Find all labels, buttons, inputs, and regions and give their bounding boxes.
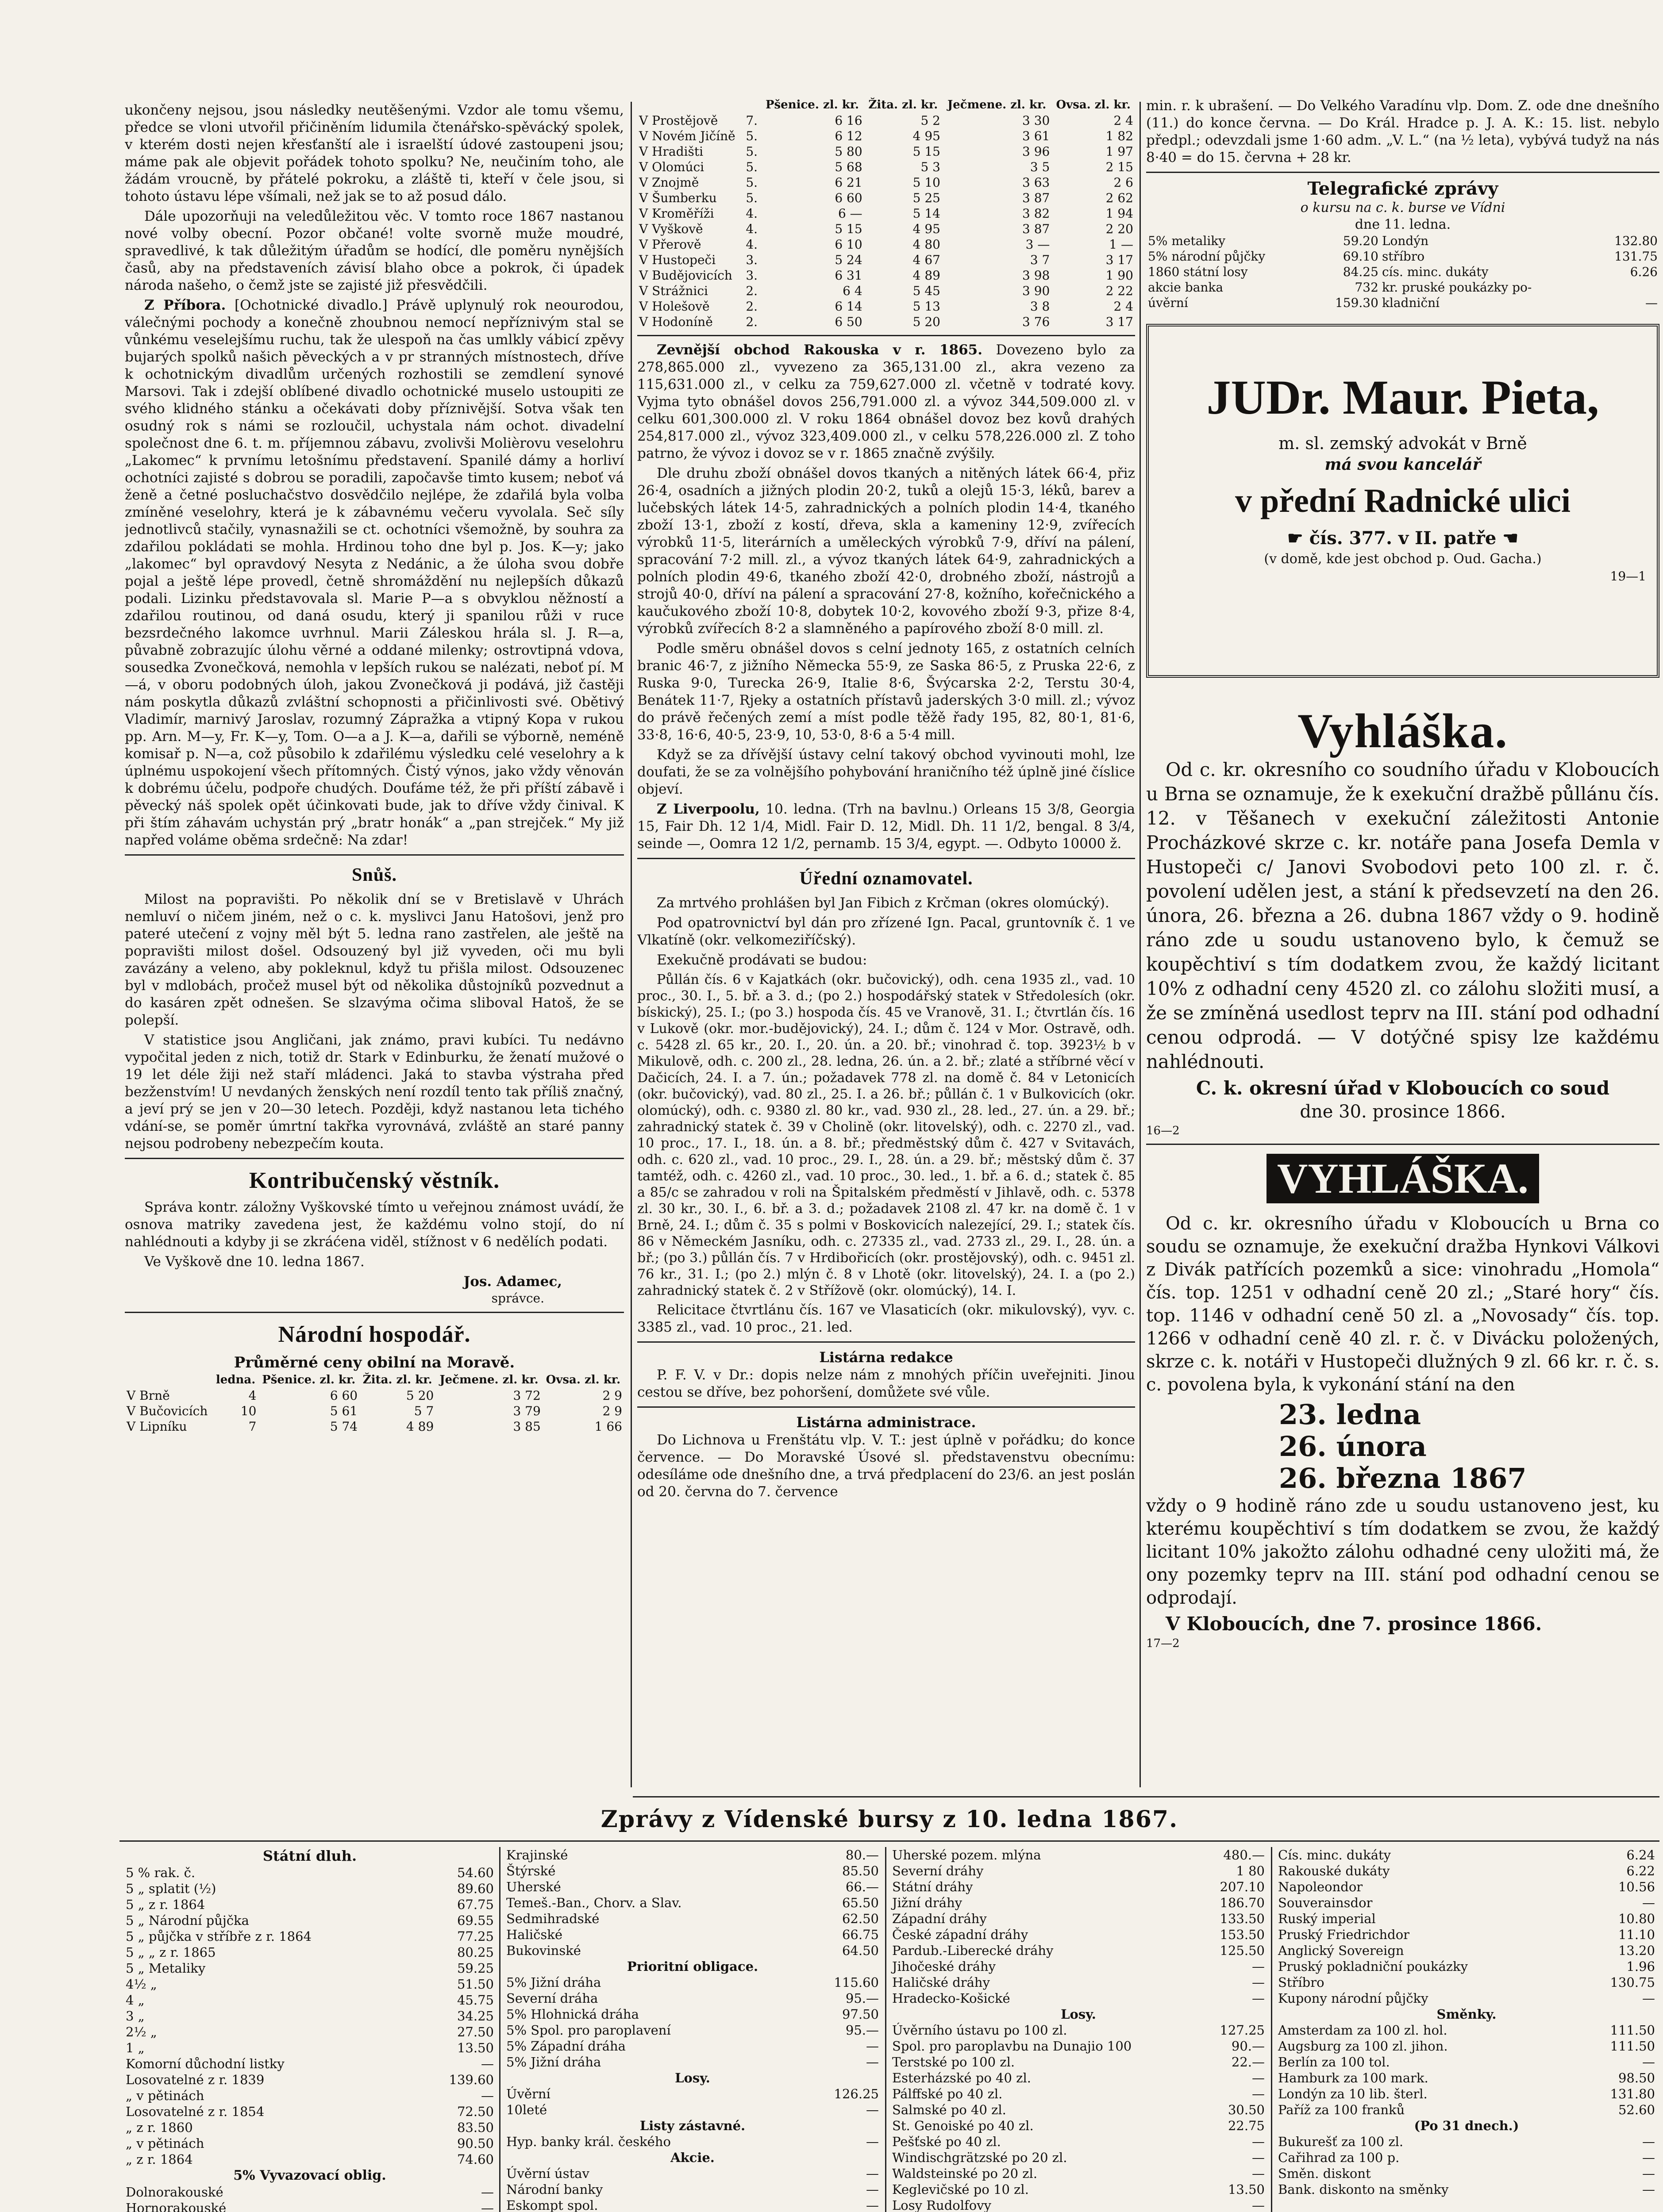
table-row: České západní dráhy 153.50 — [892, 1927, 1265, 1942]
table-row: 5% Hlohnická dráha 97.50 — [506, 2007, 879, 2022]
ad-name: JUDr. Maur. Pieta, — [1206, 370, 1599, 424]
table-row: 4½ „ 51.50 — [126, 1977, 494, 1992]
table-row: Prioritní obligace. — [627, 1959, 758, 1974]
article-paragraph: Půllán čís. 6 v Kajatkách (okr. bučovický), odh. cena 1935 zl., vad. 10 proc., 30. I., 5. bř. a 3. d.; (po 2.) hospodářský statek v Středolesích (okr. bískický), 25. I.; (po 3.) hospoda čís. 45 ve Vranově, 31. I.; čtvrtlán čís. 16 v Lukově (okr. mor.-budějovický), 24. I.; dům č. 124 v Mor. Ostravě, odh. c. 5428 zl. 65 kr., 20. I., 20. ún. a 20. bř.; vinohrad č. top. 3923½ b v Mikulově, odh. c. 200 zl., 28. ledna, 26. ún. a 2. bř.; zlaté a stříbrné věcí v Dačicích, 24. I. a 7. ún.; požadavek 778 zl. na domě č. 84 v Letonicích (okr. bučovický), vad. 80 zl., 25. I. a 26. bř.; půllán č. 1 v Bulkovicích (okr. olomúcký), odh. c. 9380 zl. 80 kr., vad. 930 zl., 28. led., 27. ún. a 29. bř.; zahradnický statek č. 39 v Cholině (okr. litovelský), odh. c. 2270 zl., vad. 10 proc., 17. I., 18. ún. a 8. bř.; předměstský dům č. 427 v Svitavách, odh. c. 620 zl., vad. 10 proc., 29. I., 28. ún. a 29. bř.; městský dům č. 37 tamtéž, odh. c. 4260 zl., vad. 10 proc., 30. led., 1. bř. a 6. d.; statek č. 85 a 85/c se zahradou v roli na Špitalském předměstí v Jihlavě, odh. c. 5378 zl. 30 kr., 30. I., 6. bř. a 3. d.; požadavek 2108 zl. 47 kr. na domě č. 1 v Brně, 24. I.; dům č. 35 s polmi v Boskovicích nalezející, 29. I.; statek čís. 86 v Německém Jasníku, odh. c. 27335 zl., vad. 2733 zl., 29. I., 28. ún. a bř.; (po 3.) půllán čís. 7 v Hrdibořicích (okr. prostějovský), odh. c. 9451 zl. 76 kr., 31. I.; (po 2.) mlýn č. 8 v Lhotě (okr. litovelský), 24. I. a (po 2.) zahradnický statek č. 2 v Střížově (okr. olomúcký), 14. I. — [637, 972, 1135, 1298]
table-row: Paříž za 100 franků 52.60 — [1278, 2102, 1655, 2117]
section-title: Telegrafické zprávy — [1307, 178, 1498, 199]
pointing-hand-icon: ☚ — [1496, 528, 1519, 549]
table-row: 5% Jižní dráha 115.60 — [506, 1975, 879, 1990]
section-rule — [1146, 172, 1659, 173]
table-row: V Hodoníně 2. 6 50 5 20 3 76 3 17 — [639, 315, 1133, 329]
table-row: Severní dráha 95.— — [506, 1991, 879, 2006]
table-row: 5% Západní dráha — — [506, 2039, 879, 2054]
table-row: 5 „ z r. 1864 67.75 — [126, 1897, 494, 1912]
notice-signature: C. k. okresní úřad v Kloboucích co soud — [1196, 1077, 1610, 1099]
bursa-col-2 — [504, 1847, 881, 2212]
article-title: Zevnější obchod Rakouska v r. 1865. — [657, 342, 983, 358]
table-row: V Holešově 2. 6 14 5 13 3 8 2 4 — [639, 299, 1133, 314]
table-row: Keglevičské po 10 zl. 13.50 — [892, 2182, 1265, 2197]
table-row: akcie banka 732 kr. pruské poukázky po- — [1148, 280, 1532, 295]
table-row: Terstské po 100 zl. 22.— — [892, 2055, 1265, 2070]
table-row: Západní dráhy 133.50 — [892, 1911, 1265, 1926]
section-rule — [125, 1158, 624, 1159]
article-paragraph: V statistice jsou Angličani, jak známo, pravi kubíci. Tu nedávno vypočital jeden z nich, totiž dr. Stark v Edinburku, že ženatí mužové o 19 let déle žiji než staří mládenci. Jaká to stavba výstraha před bezženstvím! U nevdaných ženských není rozdíl tento tak příliš značný, a jeví prý se jen v 20—30 letech. Později, když nastanou leta tichého vdání-se, se poměr úmrtní takřka vyrovnává, zvláště an staré panny nejsou podrobeny nebezpečím kouta. — [125, 1032, 624, 1152]
table-row: Augsburg za 100 zl. jihon. 111.50 — [1278, 2039, 1655, 2054]
table-row: Losovatelné z r. 1854 72.50 — [126, 2104, 494, 2119]
table-header: Pšenice. zl. kr. — [262, 1373, 356, 1386]
table-row: Losovatelné z r. 1839 139.60 — [126, 2072, 494, 2087]
table-row: Cís. minc. dukáty 6.24 — [1278, 1847, 1655, 1863]
article-paragraph: Správa kontr. záložny Vyškovské tímto u veřejnou známost uvádí, že osnova matriky zavedena jest, že každému volno stojí, do ní nahlédnouti a kdyby ji se zkráćena viděl, stížnost v 6 nedělích podati. — [125, 1199, 624, 1250]
bursa-title-rule — [119, 1840, 1659, 1842]
grain-price-table-regional: Pšenice. zl. kr. Žita. zl. kr. Ječmene. zl. kr. Ovsa. zl. kr. V Prostějově 7. 6 16 5 2 3 30 2 4 V Novém Jičíně 5. 6 12 4 95 3 61 1 82 V Hradišti 5. 5 80 5 15 3 96 1 97 V Olomúci 5. 5 68 5 3 3 5 2 15 V Znojmě 5. 6 21 5 10 3 63 2 6 V Šumberku 5. 6 60 5 25 3 87 2 62 V Kroměříži 4. 6 — 5 14 3 82 1 94 V Vyškově 4. 5 15 4 95 3 87 2 20 V Přerově 4. 6 10 4 80 3 — 1 — V Hustopeči 3. 5 24 4 67 3 7 3 17 V Budějovicích 3. 6 31 4 89 3 98 1 90 V Strážnici 2. 6 4 5 45 3 90 2 22 V Holešově 2. 6 14 5 13 3 8 2 4 V Hodoníně 2. 6 50 5 20 3 76 3 17 — [637, 97, 1135, 330]
table-row: Komorní důchodní listky — — [126, 2056, 494, 2071]
notice-paragraph: Od c. kr. okresního úřadu v Kloboucích u Brna co soudu se oznamuje, že exekuční dražba Hynkovi Válkovi z Divák patřících pozemků a sice: vinohradu „Homola“ čís. top. 1251 v odhadní ceně 20 zl.; „Staré hory“ čís. top. 1146 v odhadní ceně 50 zl. a „Novosady“ čís. top. 1266 v odhadní ceně 40 zl. r. č. v Divácku položených, skrze c. k. notáři v Hustopeči dlužných 9 zl. 66 kr. r. č. s. c. povolena byla, k vykonání stání na den — [1146, 1214, 1659, 1395]
section-title: Národní hospodář. — [278, 1322, 471, 1347]
table-row: „ z r. 1860 83.50 — [126, 2120, 494, 2135]
table-row: Rakouské dukáty 6.22 — [1278, 1863, 1655, 1878]
table-row: Stříbro 130.75 — [1278, 1975, 1655, 1990]
table-header: Žita. zl. kr. — [362, 1373, 432, 1386]
article-paragraph: Z Liverpoolu, 10. ledna. (Trh na bavlnu.) Orleans 15 3/8, Georgia 15, Fair Dh. 12 1/4, Midl. Fair D. 12, Midl. Dh. 11 1/2, bengal. 8 3/4, seinde —, Oomra 12 1/2, pernamb. 15 3/4, egypt. —. Odbyto 10000 ž. — [637, 801, 1135, 852]
table-row: Bukurešť za 100 zl. — — [1278, 2134, 1655, 2149]
table-row: Anglický Sovereign 13.20 — [1278, 1943, 1655, 1958]
table-row: Státní dráhy 207.10 — [892, 1879, 1265, 1894]
table-row: Krajinské 80.— — [506, 1847, 879, 1863]
table-row: Londýn za 10 lib. šterl. 131.80 — [1278, 2086, 1655, 2101]
article-paragraph: Exekučně prodávati se budou: — [657, 952, 867, 968]
table-row: Směn. diskont — — [1278, 2166, 1655, 2181]
table-row: V Prostějově 7. 6 16 5 2 3 30 2 4 — [639, 113, 1133, 128]
telegraph-rates-table — [1146, 233, 1659, 311]
article-paragraph: Zevnější obchod Rakouska v r. 1865. Dovezeno bylo za 278,865.000 zl., vyvezeno za 365,131.00 zl., akra vezeno za 115,631.000 zl., v celku za 759,627.000 zl. včetně v todraté kovy. Vyjma tyto obnášel dovos 256,791.000 zl. a vývoz 344,509.000 zl. v celku 601,300.000 zl. V roku 1864 obnášel dovoz bez kovů drahých 254,817.000 zl., vývoz 323,409.000 zl., v celku 578,226.000 zl. Z toho patrno, že vývoz i dovoz se v r. 1865 značně zvýšily. — [637, 342, 1135, 461]
table-row: Směnky. — [1436, 2007, 1497, 2022]
table-row: V Hradišti 5. 5 80 5 15 3 96 1 97 — [639, 144, 1133, 159]
table-row: Úvěrní 126.25 — [506, 2086, 879, 2101]
notice-signature: V Kloboucích, dne 7. prosince 1866. — [1166, 1613, 1542, 1635]
article-paragraph: P. F. V. v Dr.: dopis nelze nám z mnohých příčin uveřejniti. Jinou cestou se dříve, bez pohoršení, domůžete své vůle. — [637, 1367, 1135, 1400]
table-row: V Bučovicích 10 5 61 5 7 3 79 2 9 — [127, 1404, 622, 1418]
table-row: Haličské 66.75 — [506, 1927, 879, 1942]
article-paragraph: Relicitace čtvrtlánu čís. 167 ve Vlasaticích (okr. mikulovský), vyv. c. 3385 zl., vad. 10 proc., 21. led. — [637, 1302, 1135, 1335]
table-row: Souverainsdor — — [1278, 1895, 1655, 1910]
table-row: Eskompt spol. — — [506, 2198, 879, 2212]
table-row: Esterházské po 40 zl. — — [892, 2070, 1265, 2085]
table-row: 5 „ Národní půjčka 69.55 — [126, 1913, 494, 1928]
table-row: „ v pětinách — — [126, 2088, 494, 2103]
bursa-col-4 — [1276, 1847, 1657, 2212]
table-row: Jihočeské dráhy — — [892, 1959, 1265, 1974]
notice-date: Ve Vyškově dne 10. ledna 1867. — [144, 1254, 365, 1270]
table-row: Pardub.-Liberecké dráhy 125.50 — [892, 1943, 1265, 1958]
pointing-hand-icon: ☛ — [1287, 528, 1309, 549]
article-paragraph: Do Lichnova u Frenštátu vlp. V. T.: jest úplně v pořádku; do konce července. — Do Moravské Úsové sl. představenstvu obecnímu: odesíláme ode dnešního dne, a trvá předplacení do 23/6. an jest poslán od 20. června do 7. července — [637, 1432, 1135, 1500]
table-row: Jižní dráhy 186.70 — [892, 1895, 1265, 1910]
table-row: Kupony národní půjčky — — [1278, 1991, 1655, 2006]
table-row: Losy. — [675, 2070, 710, 2085]
notice-signature: Jos. Adamec, — [463, 1274, 562, 1290]
advertisement-box: JUDr. Maur. Pieta, m. sl. zemský advokát v Brně má svou kancelář v přední Radnické ulici ☛ čís. 377. v II. patře ☚ (v domě, kde jest obchod p. Oud. Gacha.) 19—1 — [1146, 324, 1659, 678]
table-row: Haličské dráhy — — [892, 1975, 1265, 1990]
table-row: Listy zástavné. — [639, 2118, 746, 2133]
section-title: Snůš. — [352, 865, 397, 885]
article-paragraph: Dle druhu zboží obnášel dovos tkaných a nitěných látek 66·4, přiz 26·4, osadních a jižných plodin 20·2, tuků a olejů 15·3, léků, barev a lučebských látek 14·5, zahradnických a polních plodin 14·4, tkaného zboží 13·1, zboží z kostí, dřeva, skla a kameniny 12·9, zvířecích výrobků 11·5, literárních a uměleckých výrobků 7·9, dříví na pálení, spracování 7·2 mill. zl., a vývoz tkaných látek 64·9, zahradnických a polních plodin 49·6, tkaného zboží 42·0, drobného zboží, nástrojů a strojů 40·0, dříví na pálení a spracování 27·8, kožního, kořečnického a kaučukového zboží 10·8, dobytek 10·2, kovového zboží 9·3, přize 8·4, výrobků zvířecích 8·2 a slamněného a papírového zboží 8·0 mill. zl. — [637, 465, 1135, 637]
table-row: Spol. pro paroplavbu na Dunajio 100 90.— — [892, 2039, 1265, 2054]
table-row: Pruský pokladniční poukázky 1.96 — [1278, 1959, 1655, 1974]
section-subtitle: Průměrné ceny obilní na Moravě. — [234, 1354, 515, 1371]
table-row: „ z r. 1864 74.60 — [126, 2152, 494, 2167]
table-row: Hornorakouské — — [126, 2200, 494, 2212]
article-paragraph: min. r. k ubrašení. — Do Velkého Varadínu vlp. Dom. Z. ode dne dnešního (11.) do konce června. — Do Král. Hradce p. J. A. K.: 15. list. nebylo předpl.; odevzdali jsme 1·60 adm. „V. L.“ (na ½ leta), vybývá tudyž na nás 8·40 = do 15. června + 28 kr. — [1146, 98, 1659, 165]
table-row: Berlín za 100 tol. — — [1278, 2055, 1655, 2070]
table-row: V Kroměříži 4. 6 — 5 14 3 82 1 94 — [639, 206, 1133, 221]
table-row: 5 „ Metaliky 59.25 — [126, 1961, 494, 1976]
article-paragraph: Milost na popravišti. Po několik dní se v Bretislavě v Uhrách nemluví o ničem jiném, než o c. k. myslivci Janu Hatošovi, jenž pro pateré utečení z vojny měl být 5. ledna rano zastřelen, ale ještě na popravišti milost došel. Odsouzený byl již vyveden, oči mu byli zavázány a veleno, aby pokleknul, když tu přišla milost. Odsouzenec byl v mdlobách, pročež musel být od několika důstojníků pozvednut a do kasáren zpět odnešen. Se slzavýma očima sliboval Hatoš, že se polepší. — [125, 891, 624, 1028]
article-paragraph — [125, 297, 624, 849]
table-row: 10leté — — [506, 2102, 879, 2117]
article-paragraph: Když se za dřívější ústavy celní takový obchod vyvinouti mohl, lze doufati, že se za volnějšího pohybování hraničního též úplně jiné číslice objeví. — [637, 747, 1135, 797]
column-3: min. r. k ubrašení. — Do Velkého Varadínu vlp. Dom. Z. ode dne dnešního (11.) do konce června. — Do Král. Hradce p. J. A. K.: 15. list. nebylo předpl.; odevzdali jsme 1·60 adm. „V. L.“ (na ½ leta), vybývá tudyž na nás 8·40 = do 15. června + 28 kr. Telegrafické zprávy o kursu na c. k. burse ve Vídni dne 11. ledna. 5% metaliky 59.20 Londýn 132.80 5% národní půjčky 69.10 stříbro 131.75 1860 státní losy 84.25 cís. minc. dukáty 6.26 akcie banka 732 kr. pruské poukázky po- úvěrní 159.30 kladniční — JUDr. Maur. Pieta, m. sl. zemský advokát v Brně má svou kancelář v přední Radnické ulici ☛ čís. 377. v II. patře ☚ (v domě, kde jest obchod p. Oud. Gacha.) 19—1 Vyhláška. Od c. kr. okresního co soudního úřadu v Kloboucích u Brna se oznamuje, že k exekuční dražbě půllánu čís. 12. v Těšanech v exekuční záležitosti Antonie Procházkové skrze c. kr. notáře pana Josefa Demla v Hustopeči c/ Janovi Svobodovi peto 100 zl. r. č. povolení udělen jest, a stání k předsevzetí na den 26. února, 26. března a 26. dubna 1867 vždy o 9. hodině ráno zde u soudu ustanoveno bylo, k čemuž se koupěchtiví s tím dodatkem zvou, že každý licitant 10% z odhadní ceny 4520 zl. co zálohu složiti musí, a že se zmíněná usedlost teprv na III. stání pod odhadní cenou odprodá. — V dotýčné spisy lze každému nahlédnouti. C. k. okresní úřad v Kloboucích co soud dne 30. prosince 1866. 16—2 VYHLÁŠKA. Od c. kr. okresního úřadu v Kloboucích u Brna co soudu se oznamuje, že exekuční dražba Hynkovi Válkovi z Divák patřících pozemků a sice: vinohradu „Homola“ čís. top. 1251 v odhadní ceně 20 zl.; „Staré hory“ čís. top. 1146 v odhadní ceně 50 zl. a „Novosady“ čís. top. 1266 v odhadní ceně 40 zl. r. č. v Divácku položených, skrze c. k. notáři v Hustopeči dlužných 9 zl. 66 kr. r. č. s. c. povolena byla, k vykonání stání na den 23. ledna 26. února 26. března 1867 vždy o 9 hodině ráno zde u soudu ustanoveno jest, ku kterému koupěchtiví s tím dodatkem se zvou, že každý licitant 10% jakožto zálohu odhadné ceny uložiti má, že ony pozemky teprv na III. stání pod odhadní cenou se odprodají. V Kloboucích, dne 7. prosince 1866. 17—2 — [1146, 98, 1659, 1650]
table-row: V Novém Jičíně 5. 6 12 4 95 3 61 1 82 — [639, 129, 1133, 143]
table-row: Severní dráhy 1 80 — [892, 1863, 1265, 1878]
table-header — [125, 1372, 213, 1388]
table-row: „ v pětinách 90.50 — [126, 2136, 494, 2151]
notice-title: Vyhláška. — [1297, 704, 1508, 758]
table-row: Národní banky — — [506, 2182, 879, 2197]
grain-price-table — [125, 1372, 624, 1434]
article-text: [Ochotnické divadlo.] Právě uplynulý rok neourodou, válečnými pochody a konečně zhoubnou nemocí nepříznivým stal se vůnkému veselejšímu ruchu, tak že ulespoň na čas umlkly vábicí zpěvy bujarých spolků našich pěveckých a v pr stranných místnostech, dříve k ochotnickým divadlům určených rozhostili se zemdlení synové Marsovi. Tak i zdejší oblíbené divadlo ochotnické muselo ustoupiti ze svého klidného stánku a očekávati doby příznivější. Sotva však ten osudný rok s námi se rozloučil, uchystala nám ochot. divadelní společnost dne 6. t. m. příjemnou zábavu, zvolivši Molièrovu veselohru „Lakomec“ k prvnímu letošnímu představení. Spanilé dámy a horliví ochotníci zajisté s dobrou se poradili, započavše timto kusem; neboť vá ženě a četné posluchačstvo dosvědčilo nejlépe, že zdařilá byla volba zmíněné veselohry, která je k zábavnému večeru vyvolala. Seč síly jednotlivců stačily, vynasnažili se ct. ochotníci všemožně, by souhra za zdařilou pokládati se mohla. Hrdinou toho dne byl p. Jos. K—y; jako „lakomec“ byl opravdový Nesyta z Nedánic, a že úloha svou dobře pojal a ještě lépe provedl, četně shromáždění nu nejlepších důkazů podali. Lizinku představovala sl. Marie P—a s obvyklou něžností a zdařilou routinou, od daná osudu, který ji spanilou růži v ruce bezsrdečného lakomce uvrhnul. Marii Záleskou hrála sl. J. R—a, půvabně zobrazujíc úlohu věrné a oddané milenky; ostrovtipná vdova, sousedka Zvonečková, nemohla v lepších rukou se nalézati, neboť pí. M—á, v oboru podobných úloh, jakou Zvonečková ji podává, již častěji nám poskytla důkazů zvláštní schopnosti a přičinlivosti své. Obětivý Vladimír, marnivý Jaroslav, rozumný Zápražka a vtipný Kopa v rukou pp. Arn. M—y, Fr. K—y, Tom. O—a a J. K—a, dařili se výborně, neméně komisař p. N—a, což působilo k zdařilému výsledku celé veselohry a k úplnému uspokojení všech přítomných. Čistý výnos, jako vždy věnován k dobrému účelu, podpoře chudých. Doufáme též, že při příští zábavě i pěvecký náš spolek opět účinkovati bude, jak to dříve vždy činival. K při štím záhavám uchystán prý „bratr honák“ a „pan strejček.“ My již napřed voláme oběma srdečně: Na zdar! — [125, 297, 624, 848]
table-row: 5 „ půjčka v stříbře z r. 1864 77.25 — [126, 1929, 494, 1944]
column-divider — [631, 102, 632, 1787]
table-row: Pešťské po 40 zl. — — [892, 2134, 1265, 2149]
table-row: 5 % rak. č. 54.60 — [126, 1865, 494, 1880]
table-row: Salmské po 40 zl. 30.50 — [892, 2102, 1265, 2117]
table-row: 5% národní půjčky 69.10 stříbro 131.75 — [1148, 249, 1658, 264]
table-row: Hyp. banky král. českého — — [506, 2134, 879, 2149]
section-rule — [637, 1406, 1135, 1408]
article-lead: Z Příbora. — [144, 297, 226, 313]
table-row: Úvěrního ústavu po 100 zl. 127.25 — [892, 2023, 1265, 2038]
table-row: Ruský imperial 10.80 — [1278, 1911, 1655, 1926]
table-row: Úvěrní ústav — — [506, 2166, 879, 2181]
table-row: V Olomúci 5. 5 68 5 3 3 5 2 15 — [639, 160, 1133, 174]
table-row: Uherské 66.— — [506, 1879, 879, 1894]
column-1 — [125, 102, 624, 1836]
table-row: V Brně 4 6 60 5 20 3 72 2 9 — [127, 1388, 622, 1403]
notice-paragraph: Od c. kr. okresního co soudního úřadu v Kloboucích u Brna se oznamuje, že k exekuční dražbě půllánu čís. 12. v Těšanech v exekuční záležitosti Antonie Procházkové skrze c. kr. notáře pana Josefa Demla v Hustopeči c/ Janovi Svobodovi peto 100 zl. r. č. povolení udělen jest, a stání k předsevzetí na den 26. února, 26. března a 26. dubna 1867 vždy o 9. hodině ráno zde u soudu ustanoveno bylo, k čemuž se koupěchtiví s tím dodatkem zvou, že každý licitant 10% z odhadní ceny 4520 zl. co zálohu složiti musí, a že se zmíněná usedlost teprv na III. stání pod odhadní cenou odprodá. — V dotýčné spisy lze každému nahlédnouti. — [1146, 759, 1659, 1072]
table-row: Sedmihradské 62.50 — [506, 1911, 879, 1926]
table-row: V Přerově 4. 6 10 4 80 3 — 1 — — [639, 237, 1133, 252]
section-rule — [125, 1312, 624, 1313]
table-row: V Strážnici 2. 6 4 5 45 3 90 2 22 — [639, 284, 1133, 298]
section-title: Úřední oznamovatel. — [799, 868, 973, 889]
table-row: Bukovinské 64.50 — [506, 1943, 879, 1958]
table-row: 4 „ 45.75 — [126, 1993, 494, 2008]
bursa-title: Zprávy z Vídenské bursy z 10. ledna 1867. — [601, 1806, 1178, 1833]
table-row: 5% Spol. pro paroplavení 95.— — [506, 2023, 879, 2038]
table-row: 5% metaliky 59.20 Londýn 132.80 — [1148, 234, 1658, 248]
table-row: Cařihrad za 100 p. — — [1278, 2150, 1655, 2165]
section-rule — [637, 335, 1135, 336]
table-row: Bank. diskonto na směnky — — [1278, 2182, 1655, 2197]
table-row: Dolnorakouské — — [126, 2185, 494, 2200]
column-2 — [637, 97, 1135, 1792]
table-row: V Budějovicích 3. 6 31 4 89 3 98 1 90 — [639, 268, 1133, 283]
table-row: Hradecko-Košické — — [892, 1991, 1265, 2006]
section-rule — [637, 1341, 1135, 1343]
table-row: Losy. — [1061, 2007, 1096, 2022]
table-header: Ječmene. zl. kr. — [439, 1373, 539, 1386]
table-row: 2½ „ 27.50 — [126, 2024, 494, 2039]
section-title: Listárna administrace. — [796, 1414, 976, 1431]
section-subtitle: o kursu na c. k. burse ve Vídni — [1300, 200, 1505, 215]
article-lead: Z Liverpoolu, — [657, 801, 760, 817]
section-title: Listárna redakce — [819, 1349, 953, 1366]
table-row: úvěrní 159.30 kladniční — — [1148, 296, 1658, 310]
bursa-col-1: Státní dluh. 5 % rak. č. 54.60 5 „ splatit (½) 89.60 5 „ z r. 1864 67.75 5 „ Národní půjčka 69.55 5 „ půjčka v stříbře z r. 1864 77.25 5 „ „ z r. 1865 80.25 5 „ Metaliky 59.25 4½ „ 51.50 4 „ 45.75 3 „ 34.25 2½ „ 27.50 1 „ 13.50 Komorní důchodní listky — Losovatelné z r. 1839 139.60 „ v pětinách — Losovatelné z r. 1854 72.50 „ z r. 1860 83.50 „ v pětinách 90.50 „ z r. 1864 74.60 5% Vyvazovací oblig. Dolnorakouské — Hornorakouské — — [124, 1847, 496, 2212]
table-row: Windischgrätzské po 20 zl. — — [892, 2150, 1265, 2165]
table-row: 1 „ 13.50 — [126, 2040, 494, 2055]
table-row: V Lipníku 7 5 74 4 89 3 85 1 66 — [127, 1419, 622, 1434]
bursa-top-rule — [633, 1796, 1659, 1797]
section-date: dne 11. ledna. — [1355, 217, 1451, 232]
article-paragraph: Podle směru obnášel dovos s celní jednoty 165, z ostatních celních branic 46·7, z jižního Německa 55·9, ze Saska 86·5, z Pruska 22·6, z Ruska 9·0, Turecka 26·9, Italie 8·6, Švýcarska 2·2, Terstu 30·4, Benátek 11·7, Rjeky a ostatních přístavů jaderských 3·0 mill. zl.; vývoz do právě řečených zemí a míst podle těžě řady 195, 82, 80·1, 81·6, 33·8, 16·6, 40·5, 23·9, 10, 53·0, 8·6 a 5·4 mill. — [637, 641, 1135, 743]
table-row: (Po 31 dnech.) — [1414, 2118, 1519, 2133]
column-divider — [1139, 102, 1141, 1787]
table-row: 1860 státní losy 84.25 cís. minc. dukáty 6.26 — [1148, 265, 1658, 279]
table-row: Amsterdam za 100 zl. hol. 111.50 — [1278, 2023, 1655, 2038]
auction-dates: 23. ledna 26. února 26. března 1867 — [1279, 1398, 1527, 1494]
table-row: V Hustopeči 3. 5 24 4 67 3 7 3 17 — [639, 253, 1133, 267]
table-row: Losy Rudolfovy — — [892, 2198, 1265, 2212]
notice-paragraph: vždy o 9 hodině ráno zde u soudu ustanoveno jest, ku kterému koupěchtiví s tím dodatkem se zvou, že každý licitant 10% jakožto zálohu odhadné ceny uložiti má, že ony pozemky teprv na III. stání pod odhadní cenou se odprodají. — [1146, 1496, 1659, 1608]
table-row: Pruský Friedrichdor 11.10 — [1278, 1927, 1655, 1942]
table-row: V Šumberku 5. 6 60 5 25 3 87 2 62 — [639, 191, 1133, 205]
table-row: Hamburk za 100 mark. 98.50 — [1278, 2070, 1655, 2085]
article-paragraph: Za mrtvého prohlášen byl Jan Fibich z Krčman (okres olomúcký). — [657, 895, 1109, 911]
section-rule — [1146, 1144, 1659, 1145]
table-row: 5 „ „ z r. 1865 80.25 — [126, 1945, 494, 1960]
notice-date: dne 30. prosince 1866. — [1300, 1102, 1506, 1122]
section-rule — [637, 858, 1135, 859]
section-title: Kontribučenský věstník. — [249, 1168, 500, 1193]
table-row: Akcie. — [670, 2150, 715, 2165]
table-row: 5 „ splatit (½) 89.60 — [126, 1881, 494, 1896]
table-header: ledna. — [216, 1373, 256, 1386]
table-row: St. Genoiské po 40 zl. 22.75 — [892, 2118, 1265, 2133]
article-paragraph: Pod opatrovnictví byl dán pro zřízené Ign. Pacal, gruntovník č. 1 ve Vlkatíně (okr. velkomeziříčský). — [637, 915, 1135, 948]
table-row: Uherské pozem. mlýna 480.— — [892, 1847, 1265, 1863]
table-row: 5% Jižní dráha — — [506, 2055, 879, 2070]
table-row: Pálffské po 40 zl. — — [892, 2086, 1265, 2101]
notice-signature-role: správce. — [491, 1291, 544, 1306]
table-row: Temeš.-Ban., Chorv. a Slav. 65.50 — [506, 1895, 879, 1910]
article-paragraph: Dále upozorňuji na veledůležitou věc. V tomto roce 1867 nastanou nové volby obecní. Pozor občané! volte svorně muže moudré, spravedlivé, k tak důležitým úřadům se hodící, dle poměru nynějších časů, aby na představeních závisí blaho obce a pokrok, či úpadek národa našeho, o čemž jste se zajisté již přesvědčili. — [125, 208, 624, 293]
table-row: Waldsteinské po 20 zl. — — [892, 2166, 1265, 2181]
notice-title: VYHLÁŠKA. — [1266, 1154, 1539, 1203]
table-row: V Znojmě 5. 6 21 5 10 3 63 2 6 — [639, 175, 1133, 190]
bursa-col-3 — [890, 1847, 1266, 2212]
table-row: 3 „ 34.25 — [126, 2008, 494, 2024]
article-paragraph: ukončeny nejsou, jsou následky neutěšenými. Vzdor ale tomu všemu, předce se vloni utvořil přičiněním lidumila čtenářsko-spěvácký spolek, v kterém dosti nejen křesťanští ale i israelští údové zastoupeni jsou; máme pak ale objevit pořádek tohoto spolku? Ne, neučiním toho, ale žádám vroucně, by přátelé pokroku, a zláště ti, kteří v čele jsou, si tohoto ústavu lépe všímali, než jak se to až posud dálo. — [125, 102, 624, 204]
table-row: Napoleondor 10.56 — [1278, 1879, 1655, 1894]
table-row: Štýrské 85.50 — [506, 1863, 879, 1878]
table-row: V Vyškově 4. 5 15 4 95 3 87 2 20 — [639, 222, 1133, 236]
section-rule — [125, 854, 624, 856]
table-header: Ovsa. zl. kr. — [546, 1373, 621, 1386]
